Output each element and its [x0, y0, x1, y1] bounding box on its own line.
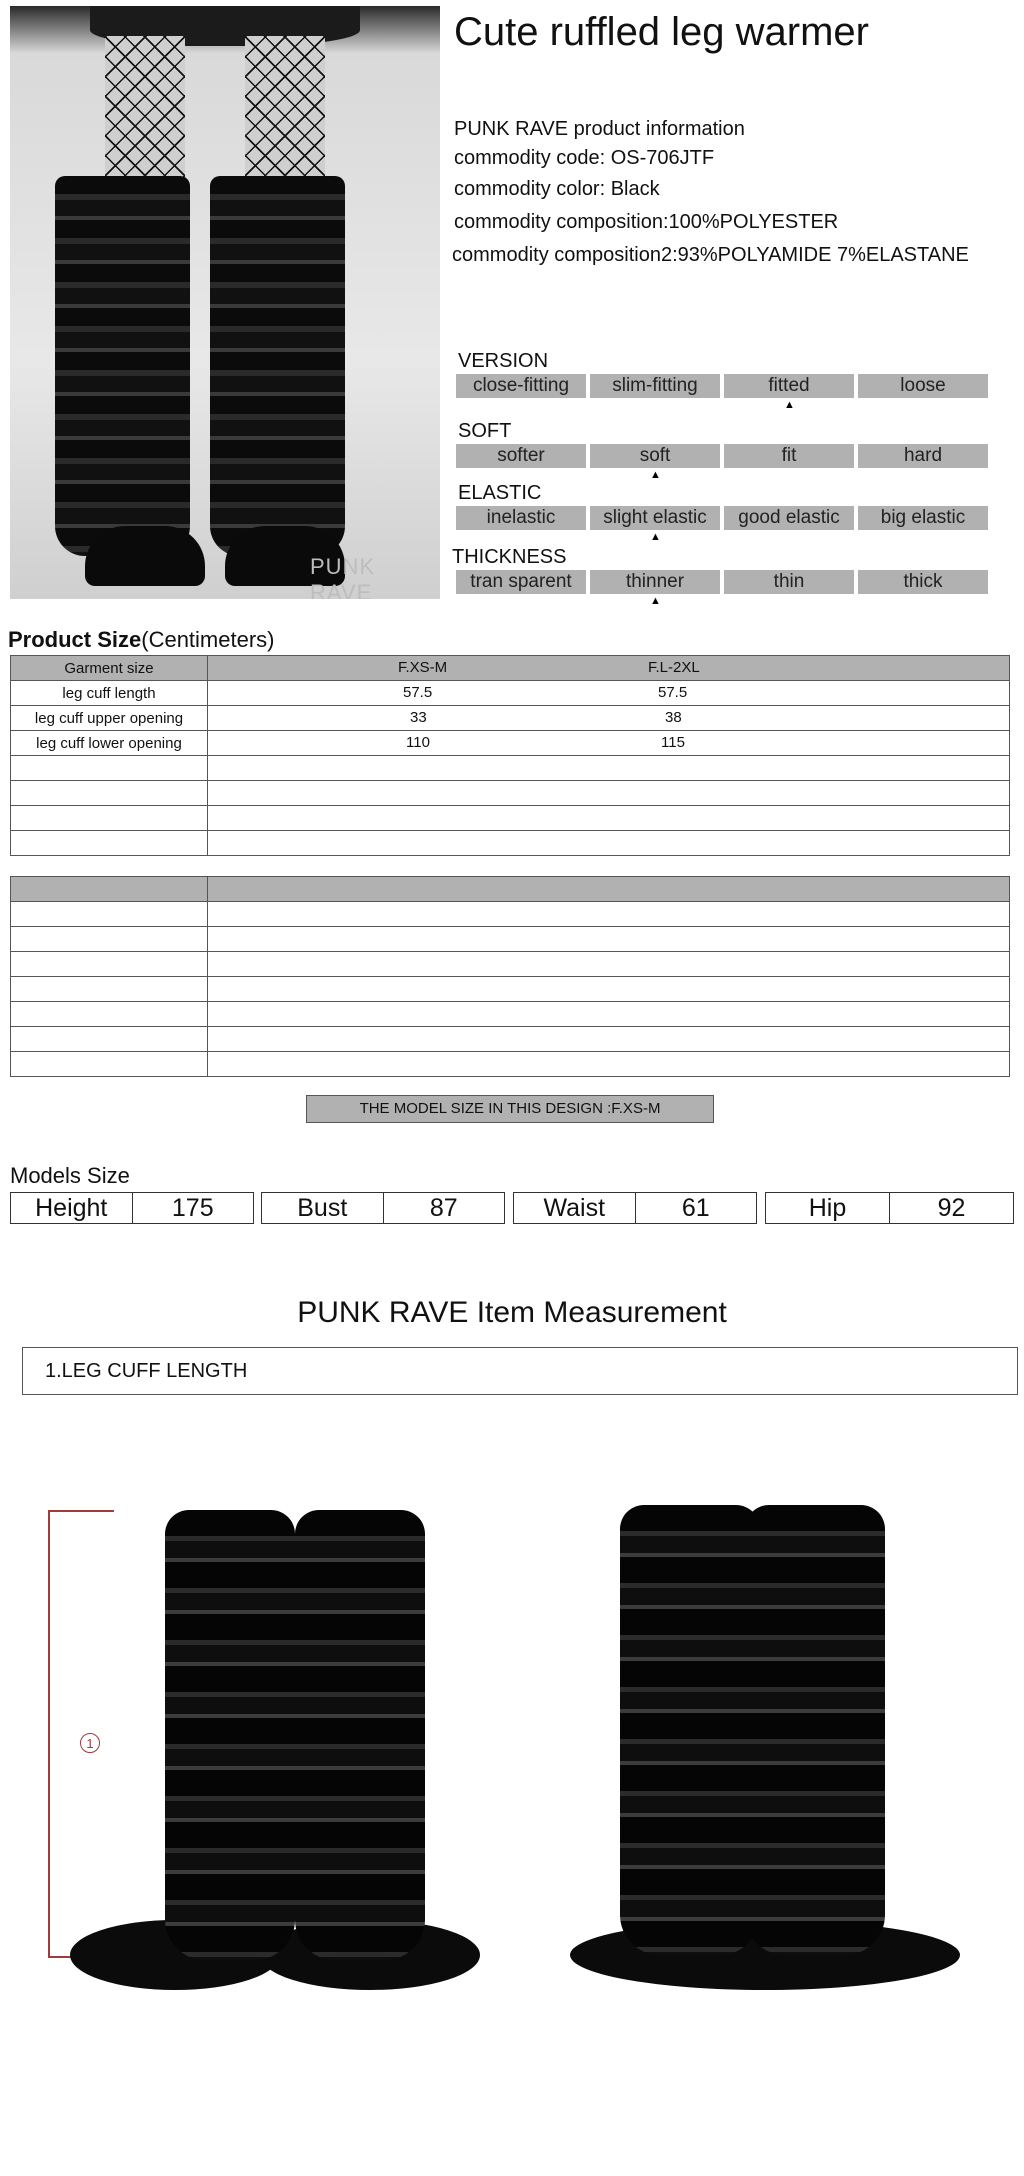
row-value: 38 [665, 709, 682, 726]
composition2-label: commodity composition2: [452, 244, 678, 266]
model-bust-label: Bust [262, 1193, 384, 1223]
cuff-right [295, 1510, 425, 1960]
code-value: OS-706JTF [610, 147, 715, 169]
left-leg-warmer [55, 176, 190, 556]
rating-option: hard [858, 444, 988, 468]
rating-option: slight elastic [590, 506, 720, 530]
row-label: leg cuff upper opening [11, 706, 208, 731]
header-size-cell [208, 656, 1010, 681]
row-label: leg cuff lower opening [11, 731, 208, 756]
row-value: 33 [410, 709, 427, 726]
commodity-composition2 [452, 244, 969, 267]
size-table [10, 655, 1010, 856]
model-waist-label: Waist [514, 1193, 636, 1223]
rating-option: close-fitting [456, 374, 586, 398]
color-label: commodity color: [454, 178, 606, 200]
rating-option: thin [724, 570, 854, 594]
table-row-empty [11, 902, 1010, 927]
row-label: leg cuff length [11, 681, 208, 706]
table-row-empty [11, 1052, 1010, 1077]
rating-option: fit [724, 444, 854, 468]
left-shoe [85, 526, 205, 586]
color-value: Black [610, 178, 660, 200]
measurement-title: PUNK RAVE Item Measurement [297, 1296, 727, 1329]
rating-option: softer [456, 444, 586, 468]
size-title-text: Product Size [8, 627, 142, 652]
table-row-empty [11, 977, 1010, 1002]
table-row [11, 731, 1010, 756]
size-table-title [8, 627, 275, 653]
watermark: PUNK RAVE [310, 554, 376, 599]
model-hip-label: Hip [766, 1193, 890, 1223]
model-height-label: Height [11, 1193, 133, 1223]
header-size-1: F.XS-M [398, 659, 448, 676]
model-hip-value: 92 [937, 1194, 966, 1222]
right-leg-fishnet [245, 36, 325, 196]
table-row-empty [11, 1027, 1010, 1052]
table-row [11, 706, 1010, 731]
measurement-item: 1.LEG CUFF LENGTH [22, 1347, 1018, 1395]
table-row-empty [11, 831, 1010, 856]
composition-value: 100%POLYESTER [668, 211, 839, 233]
product-title: Cute ruffled leg warmer [454, 10, 869, 54]
row-values [208, 681, 1010, 706]
rating-option: thick [858, 570, 988, 594]
header-size-2: F.L-2XL [648, 659, 700, 676]
commodity-color [454, 178, 660, 201]
product-photo [10, 6, 440, 599]
cuff-left [165, 1510, 295, 1960]
size-table-header [11, 656, 1010, 681]
composition-label: commodity composition: [454, 211, 669, 233]
table-row-empty [11, 1002, 1010, 1027]
rating-option: big elastic [858, 506, 988, 530]
rating-option: slim-fitting [590, 374, 720, 398]
rating-option: loose [858, 374, 988, 398]
table-row-empty [11, 952, 1010, 977]
size-unit: (Centimeters) [141, 627, 275, 652]
row-value: 57.5 [403, 684, 433, 701]
commodity-code [454, 147, 714, 170]
measurement-marker: 1 [80, 1733, 100, 1753]
model-waist-value: 61 [681, 1194, 710, 1222]
header-garment-size: Garment size [11, 656, 208, 681]
model-bust [261, 1192, 505, 1224]
rating-label-elastic: ELASTIC [458, 482, 542, 504]
row-value: 57.5 [658, 684, 688, 701]
rating-label-thickness: THICKNESS [452, 546, 567, 568]
rating-selected-marker-icon: ▲ [650, 469, 661, 481]
flat-back-view [550, 1500, 960, 2010]
rating-option: tran sparent [456, 570, 586, 594]
row-value: 115 [661, 734, 685, 751]
row-value: 110 [406, 734, 430, 751]
rating-option: good elastic [724, 506, 854, 530]
rating-selected-marker-icon: ▲ [650, 531, 661, 543]
table-row-empty [11, 756, 1010, 781]
models-size-title: Models Size [10, 1163, 130, 1188]
model-height [10, 1192, 254, 1224]
cuff-back-left [620, 1505, 760, 1955]
rating-label-soft: SOFT [458, 420, 512, 442]
table-row-empty [11, 927, 1010, 952]
row-values [208, 731, 1010, 756]
table-row-empty [11, 806, 1010, 831]
info-header: PUNK RAVE product information [454, 118, 745, 140]
rating-label-version: VERSION [458, 350, 549, 372]
model-bust-value: 87 [429, 1194, 458, 1222]
left-leg-fishnet [105, 36, 185, 196]
rating-option: inelastic [456, 506, 586, 530]
cuff-back-right [745, 1505, 885, 1955]
rating-option: thinner [590, 570, 720, 594]
rating-option: soft [590, 444, 720, 468]
row-values [208, 706, 1010, 731]
model-size-banner: THE MODEL SIZE IN THIS DESIGN :F.XS-M [306, 1095, 714, 1123]
table-row-empty [11, 781, 1010, 806]
composition2-value: 93%POLYAMIDE 7%ELASTANE [677, 244, 969, 266]
right-leg-warmer [210, 176, 345, 556]
rating-option: fitted [724, 374, 854, 398]
rating-selected-marker-icon: ▲ [650, 595, 661, 607]
table-row [11, 681, 1010, 706]
secondary-table-header [11, 877, 1010, 902]
code-label: commodity code: [454, 147, 606, 169]
commodity-composition [454, 211, 838, 234]
model-hip [765, 1192, 1014, 1224]
model-height-value: 175 [171, 1194, 214, 1222]
flat-front-view [70, 1500, 480, 2010]
rating-selected-marker-icon: ▲ [784, 399, 795, 411]
model-waist [513, 1192, 757, 1224]
secondary-table [10, 876, 1010, 1077]
